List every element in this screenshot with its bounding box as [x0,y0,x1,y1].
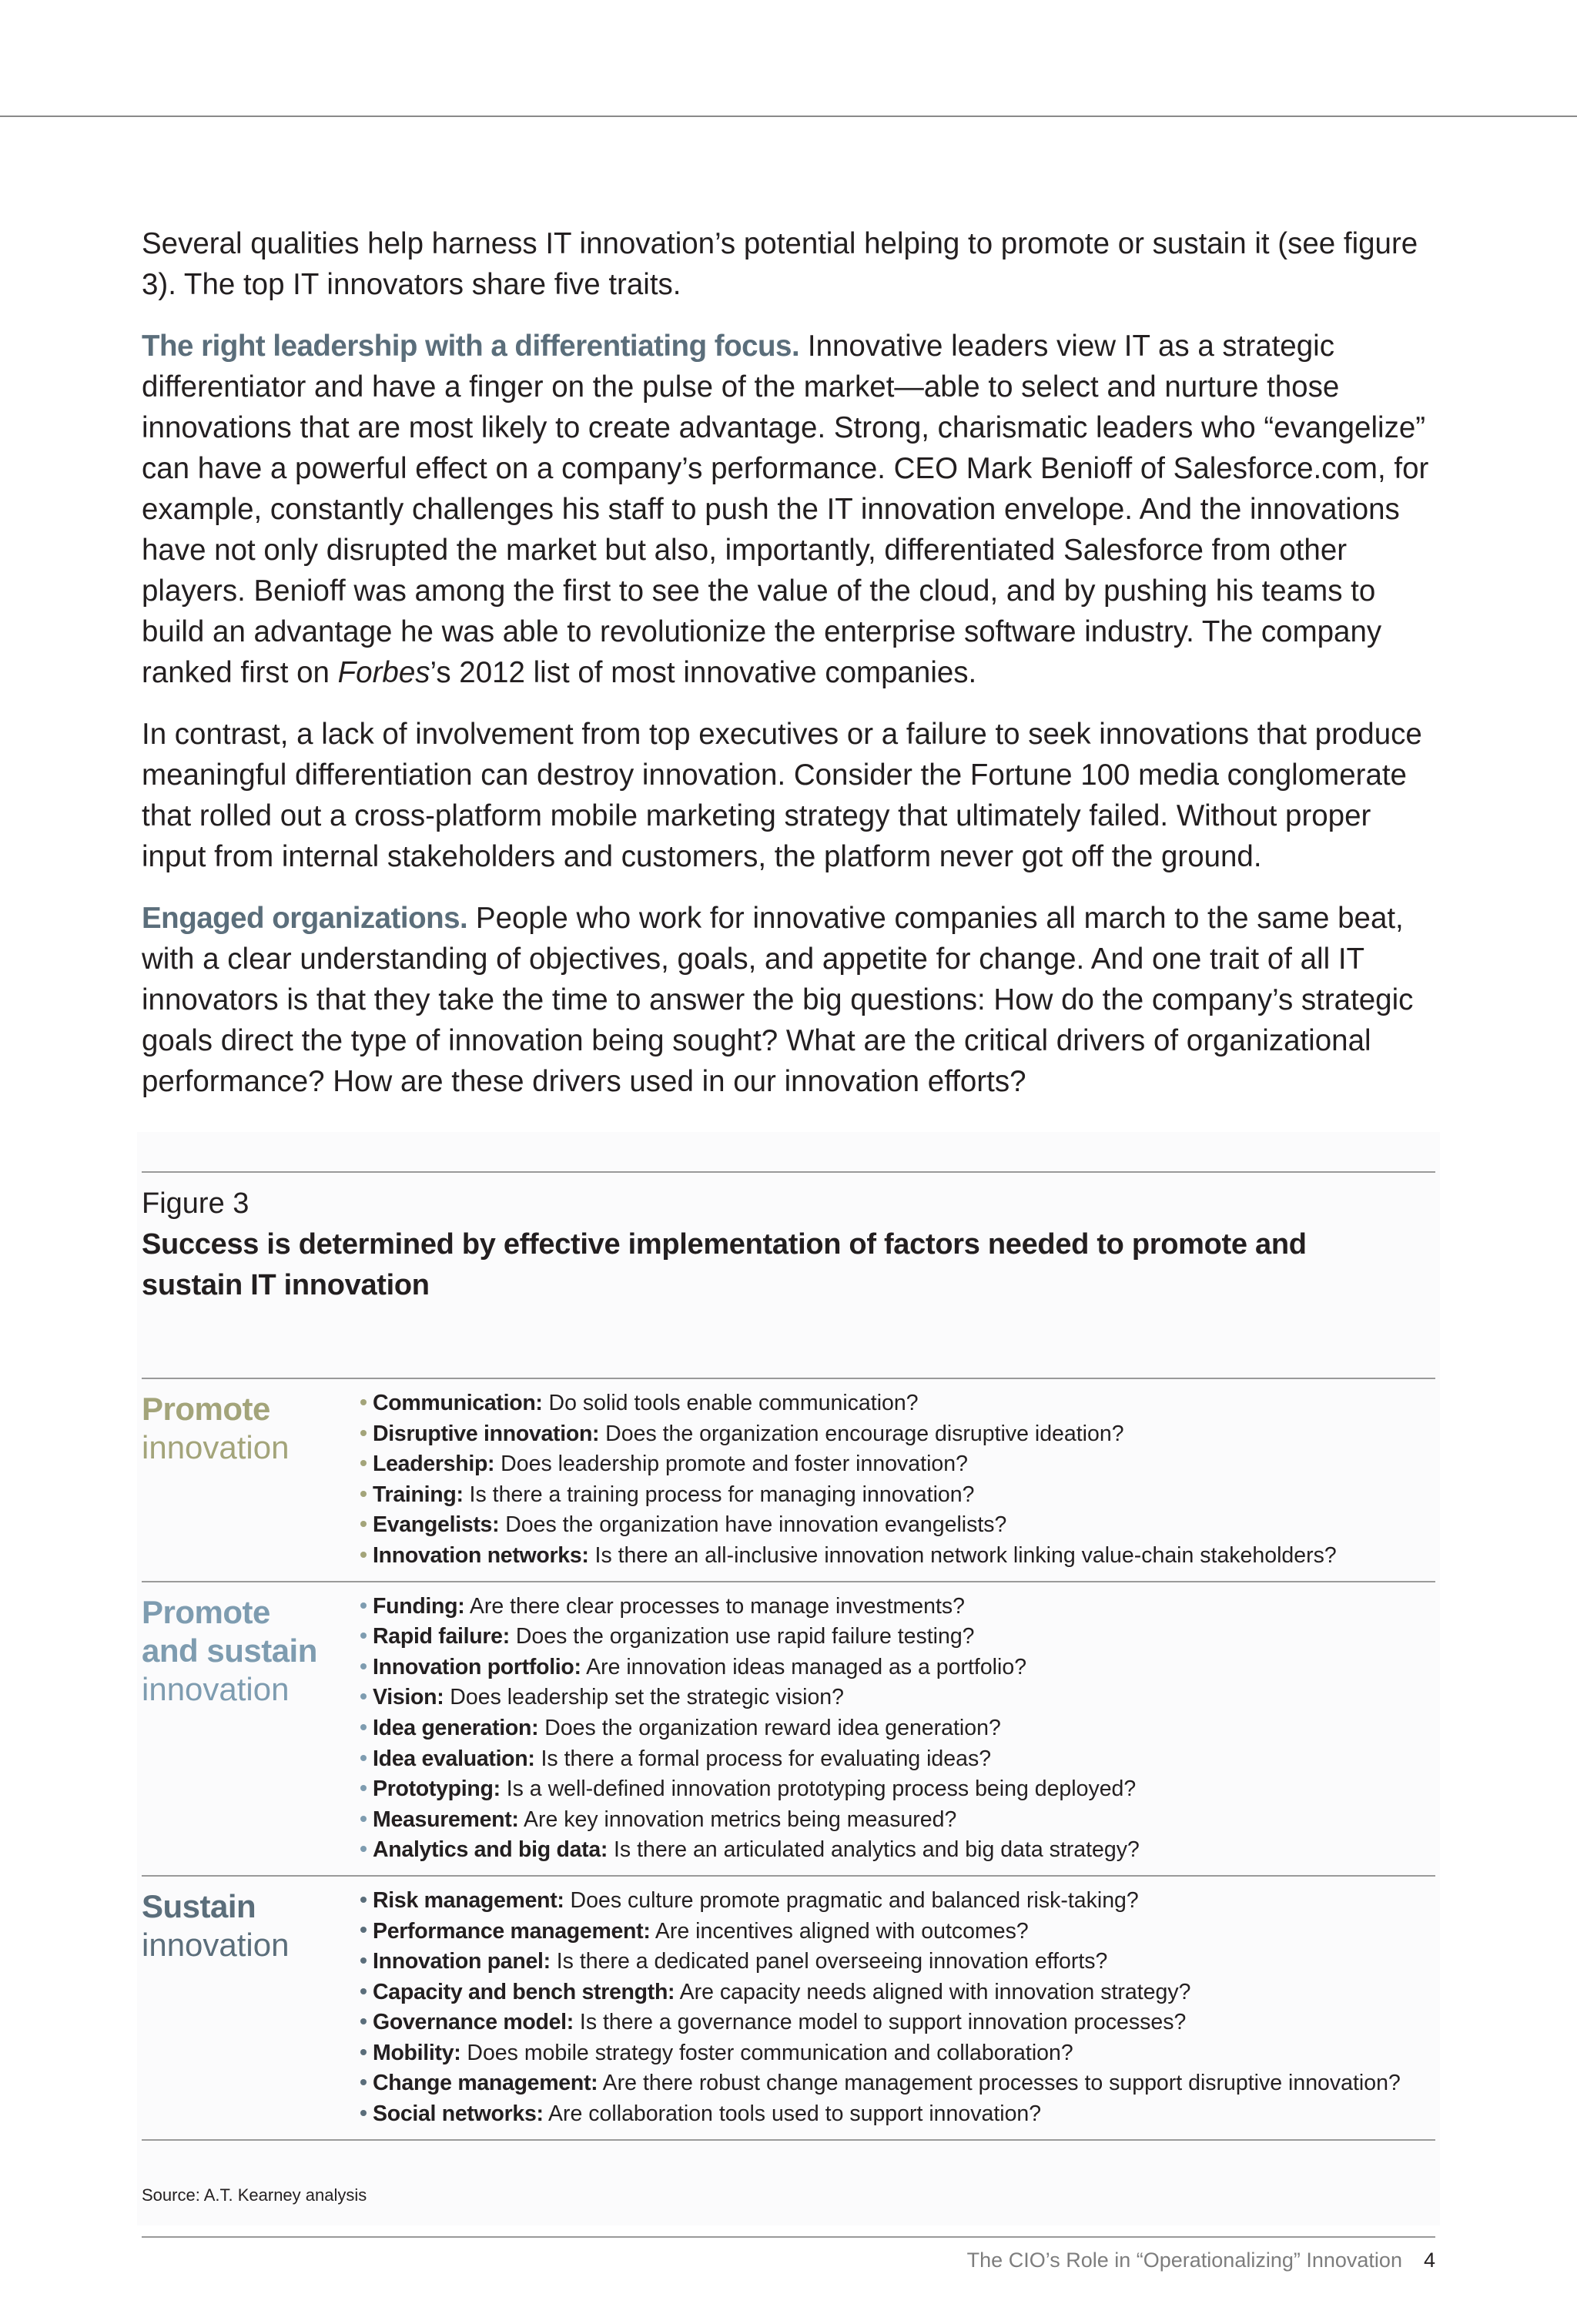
list-item [359,1419,1435,1450]
bullet-icon [360,2049,367,2055]
factor-term: Evangelists: [373,1512,500,1538]
factor-list [359,1877,1435,2139]
factor-question: Do solid tools enable communication? [542,1391,919,1415]
body-text [142,223,1435,1123]
list-item [359,1835,1435,1866]
list-item [359,1622,1435,1653]
factor-question: Does the organization have innovation evangelists? [499,1512,1007,1538]
factor-question: Is there a formal process for evaluating ideas? [534,1746,992,1771]
factor-question: Is a well-defined innovation prototyping process being deployed? [500,1776,1137,1802]
list-item [359,2099,1435,2130]
table-row-promote-and-sustain [142,1581,1435,1875]
factor-term: Change management: [373,2071,598,2096]
list-item [359,1917,1435,1947]
factor-term: Funding: [373,1593,465,1619]
factor-question: Does leadership promote and foster innovation? [494,1452,968,1477]
factor-term: Rapid failure: [373,1624,510,1649]
list-item [359,1805,1435,1836]
list-item [359,1744,1435,1775]
factor-term: Vision: [373,1685,444,1710]
page-number: 4 [1423,2249,1435,2272]
bullet-icon [360,1755,367,1761]
list-item [359,1713,1435,1744]
page-footer [967,2246,1435,2274]
factor-term: Idea generation: [373,1715,539,1740]
paragraph-intro: Several qualities help harness IT innovation’s potential helping to promote or sustain it (see figure 3). The top IT innovators share five traits. [142,227,1418,301]
factor-question: Is there an articulated analytics and big data strategy? [608,1837,1140,1863]
figure-top-rule [142,1171,1435,1173]
factor-term: Prototyping: [373,1776,501,1802]
factor-question: Does culture promote pragmatic and balanced risk-taking? [564,1887,1139,1913]
factors-table [142,1378,1435,2141]
category-label: Promote and sustain innovation [142,1593,317,1707]
list-item [359,1388,1435,1419]
bullet-icon [360,1785,367,1791]
bullet-icon [360,1399,367,1405]
paragraph-leadership: The right leadership with a differentiating focus. Innovative leaders view IT as a strategic differentiator and have a finger on the pulse of the market—able to select and nurture those innovations that are most likely to create advantage. Strong, charismatic leaders who “evangelize” can have a powerful effect on a company’s performance. CEO Mark Benioff of Salesforce.com, for example, constantly challenges his staff to push the IT innovation envelope. And the innovations have not only disrupted the market but also, importantly, differentiated Salesforce from other players. Benioff was among the first to see the value of the cloud, and by pushing his teams to build an advantage he was able to revolutionize the enterprise software industry. The company ranked first on Forbes’s 2012 list of most innovative companies. [142,330,1429,689]
factor-term: Disruptive innovation: [373,1421,600,1446]
factor-term: Measurement: [373,1807,519,1832]
factor-term: Communication: [373,1391,543,1415]
bullet-icon [360,1846,367,1852]
bullet-icon [360,1816,367,1822]
bullet-icon [360,2018,367,2024]
list-item [359,1774,1435,1805]
factor-question: Are capacity needs aligned with innovation strategy? [675,1979,1191,2004]
lead-heading: Engaged organizations. [142,902,468,935]
list-item [359,1683,1435,1713]
bullet-icon [360,1460,367,1466]
list-item [359,1480,1435,1511]
list-item [359,2068,1435,2099]
factor-list [359,1379,1435,1581]
list-item [359,1510,1435,1541]
bullet-icon [360,1632,367,1639]
bullet-icon [360,1663,367,1669]
factor-question: Does the organization use rapid failure testing? [509,1624,975,1649]
factor-question: Are there clear processes to manage investments? [464,1593,965,1619]
factor-term: Innovation portfolio: [373,1654,581,1679]
factor-question: Is there a training process for managing innovation? [463,1482,975,1507]
factor-term: Training: [373,1482,464,1507]
factor-term: Innovation panel: [373,1949,551,1974]
list-item [359,1977,1435,2008]
factor-question: Are there robust change management processes to support disruptive innovation? [598,2071,1401,2096]
list-item [359,1947,1435,1977]
list-item [359,2008,1435,2038]
list-item [359,1653,1435,1683]
list-item [359,1592,1435,1622]
bullet-icon [360,1552,367,1558]
factor-list [359,1582,1435,1875]
table-row-promote [142,1378,1435,1581]
bullet-icon [360,1957,367,1964]
list-item [359,1541,1435,1572]
factor-term: Analytics and big data: [373,1837,608,1863]
list-item [359,2038,1435,2069]
figure-title: Success is determined by effective implementation of factors needed to promote and sustain IT innovation [142,1228,1307,1301]
bullet-icon [360,1693,367,1699]
lead-heading: The right leadership with a differentiating focus. [142,330,800,363]
paragraph-contrast: In contrast, a lack of involvement from top executives or a failure to seek innovations that produce meaningful differentiation can destroy innovation. Consider the Fortune 100 media conglomerate that rolled out a cross-platform mobile marketing strategy that ultimately failed. Without proper input from internal stakeholders and customers, the platform never got off the ground. [142,718,1422,873]
factor-question: Does the organization encourage disruptive ideation? [599,1421,1124,1446]
source-note: Source: A.T. Kearney analysis [142,2185,367,2205]
bullet-icon [360,1988,367,1994]
factor-term: Capacity and bench strength: [373,1979,675,2004]
factor-term: Performance management: [373,1918,651,1944]
table-row-sustain [142,1875,1435,2141]
factor-question: Does leadership set the strategic vision? [444,1685,845,1710]
list-item [359,1886,1435,1917]
factor-term: Risk management: [373,1887,564,1913]
bullet-icon [360,1602,367,1609]
factor-question: Is there a dedicated panel overseeing innovation efforts? [550,1949,1108,1974]
bullet-icon [360,2110,367,2116]
category-label: Sustain innovation [142,1887,290,1963]
paragraph-engaged: Engaged organizations. People who work for innovative companies all march to the same beat, with a clear understanding of objectives, goals, and appetite for change. And one trait of all IT innovators is that they take the time to answer the big questions: How do the company’s strategic goals direct the type of innovation being sought? What are the critical drivers of organizational performance? How are these drivers used in our innovation efforts? [142,902,1414,1098]
factor-question: Is there a governance model to support innovation processes? [573,2010,1187,2035]
bullet-icon [360,2079,367,2085]
factor-question: Are key innovation metrics being measured? [518,1807,957,1832]
bullet-icon [360,1724,367,1730]
factor-term: Governance model: [373,2010,574,2035]
factor-term: Leadership: [373,1452,495,1477]
header-rule [0,116,1577,117]
bullet-icon [360,1521,367,1527]
bullet-icon [360,1927,367,1933]
factor-question: Is there an all-inclusive innovation network linking value-chain stakeholders? [588,1542,1337,1568]
publication-name: Forbes [337,656,430,689]
factor-question: Are incentives aligned with outcomes? [650,1918,1029,1944]
category-label: Promote innovation [142,1391,290,1465]
bullet-icon [360,1430,367,1436]
factor-term: Innovation networks: [373,1542,589,1568]
figure-label: Figure 3 [142,1187,249,1220]
factor-term: Mobility: [373,2040,461,2065]
factor-question: Does the organization reward idea generation? [538,1715,1001,1740]
bullet-icon [360,1491,367,1497]
list-item [359,1449,1435,1480]
factor-question: Are innovation ideas managed as a portfolio? [581,1654,1027,1679]
factor-term: Idea evaluation: [373,1746,535,1771]
factor-question: Are collaboration tools used to support innovation? [543,2101,1042,2127]
bullet-icon [360,1897,367,1903]
factor-question: Does mobile strategy foster communication and collaboration? [460,2040,1073,2065]
footer-rule [142,2236,1435,2238]
footer-title: The CIO’s Role in “Operationalizing” Innovation [966,2249,1402,2272]
factor-term: Social networks: [373,2101,544,2127]
